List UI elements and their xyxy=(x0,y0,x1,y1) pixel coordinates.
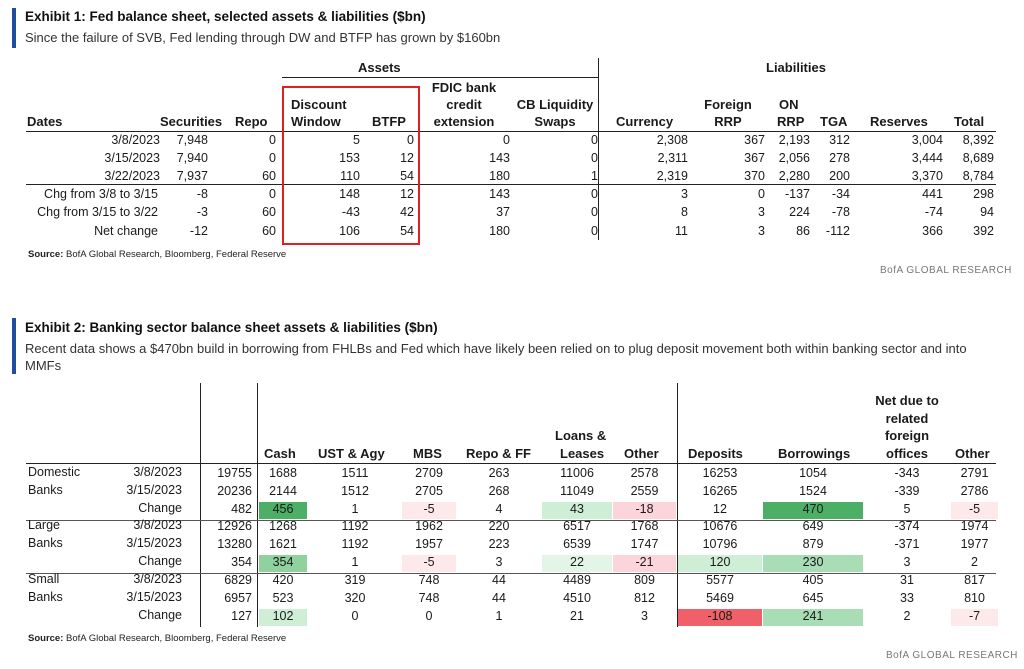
exhibit2-table-cell: 470 xyxy=(802,502,824,516)
exhibit2-table-cell: 482 xyxy=(231,502,252,516)
liabilities-group-header: Liabilities xyxy=(766,60,826,75)
exhibit1-table-cell: 200 xyxy=(829,169,850,183)
exhibit1-title: Exhibit 1: Fed balance sheet, selected assets & liabilities ($bn) xyxy=(25,9,426,24)
assets-group-header: Assets xyxy=(358,60,401,75)
exhibit2-table-cell: 1512 xyxy=(341,484,369,498)
exhibit1-table-cell: 441 xyxy=(922,187,943,201)
exhibit2-table-cell: 4510 xyxy=(563,591,591,605)
exhibit2-accent-bar xyxy=(12,318,16,374)
col-tga: TGA xyxy=(820,114,848,129)
exhibit1-table-cell: 12 xyxy=(400,187,414,201)
exhibit1-table-cell: 278 xyxy=(829,151,850,165)
date-label: 3/8/2023 xyxy=(133,572,182,586)
exhibit2-subtitle: Recent data shows a $470bn build in borrowing from FHLBs and Fed which have likely been relied on to plug deposit movement both within banking sector and into MMFs xyxy=(25,341,967,373)
col-securities: Securities xyxy=(160,114,223,129)
exhibit2-brand-watermark: BofA GLOBAL RESEARCH xyxy=(886,650,1018,661)
exhibit1-brand-watermark: BofA GLOBAL RESEARCH xyxy=(880,265,1012,276)
col2-other-assets: Other xyxy=(624,446,659,461)
exhibit1-table-cell: 60 xyxy=(262,169,276,183)
exhibit1-table-cell: 0 xyxy=(591,224,598,238)
col-total: Total xyxy=(954,114,985,129)
exhibit2-table-cell: 1 xyxy=(351,555,359,569)
exhibit1-table-cell: 37 xyxy=(496,205,510,219)
exhibit2-table-cell: 1511 xyxy=(341,466,369,480)
col-fdic-3: extension xyxy=(433,114,495,129)
exhibit1-accent-bar xyxy=(12,8,16,48)
exhibit1-table-cell: 2,311 xyxy=(657,151,688,165)
bank-group-name: Domestic xyxy=(28,465,81,479)
exhibit1-table-cell: 3 xyxy=(681,187,688,201)
exhibit1-table-cell: 3,370 xyxy=(911,169,943,183)
exhibit1-table-cell: 42 xyxy=(400,205,414,219)
exhibit2-table-cell: 5469 xyxy=(706,591,734,605)
exhibit2-table-cell: 405 xyxy=(802,573,824,587)
exhibit1-table-cell: 3,444 xyxy=(911,151,943,165)
bank-group-name: Banks xyxy=(28,536,63,550)
col2-cash: Cash xyxy=(264,446,296,461)
exhibit1-table-cell: 2,308 xyxy=(656,133,688,147)
exhibit2-table-cell: -5 xyxy=(423,502,435,516)
exhibit1-table-cell: 298 xyxy=(973,187,994,201)
exhibit2-table-cell: 320 xyxy=(344,591,366,605)
exhibit2-table-cell: 810 xyxy=(964,591,985,605)
exhibit2-table-cell: 220 xyxy=(488,519,510,533)
exhibit1-table-cell: 180 xyxy=(489,224,510,238)
exhibit1-table-cell: -112 xyxy=(825,224,850,238)
exhibit1-table-cell: 2,319 xyxy=(656,169,688,183)
exhibit2-table-cell: 0 xyxy=(425,609,433,623)
date-label: 3/15/2023 xyxy=(126,483,182,497)
exhibit2-table-cell: 230 xyxy=(802,555,824,569)
exhibit1-table-cell: 0 xyxy=(591,205,598,219)
exhibit1-table-cell: -74 xyxy=(924,205,943,219)
exhibit1-table-cell: 54 xyxy=(400,224,414,238)
exhibit2-table-cell: 6829 xyxy=(224,573,252,587)
exhibit1-change-rule xyxy=(26,184,996,185)
exhibit2-table-cell: 354 xyxy=(272,555,294,569)
exhibit2-table-cell: 1621 xyxy=(269,537,297,551)
col2-netdue-2: related xyxy=(885,411,929,426)
exhibit2-table-cell: 127 xyxy=(231,609,252,623)
col-cbl-1: CB Liquidity xyxy=(516,97,594,112)
exhibit2-table-cell: 2786 xyxy=(960,484,989,498)
exhibit2-table-cell: 6957 xyxy=(224,591,252,605)
exhibit2-table-cell: -18 xyxy=(635,502,654,516)
exhibit1-table-cell: 180 xyxy=(489,169,510,183)
exhibit1-table-cell: 106 xyxy=(339,224,360,238)
exhibit1-table-cell: -78 xyxy=(831,205,850,219)
exhibit1-table-cell: 7,948 xyxy=(176,133,208,147)
exhibit2-table-cell: 13280 xyxy=(217,537,252,551)
exhibit1-table-cell: 7,940 xyxy=(176,151,208,165)
exhibit1-table-cell: 3,004 xyxy=(911,133,943,147)
change-row-label: Change xyxy=(138,608,182,622)
exhibit2-table-cell: 6517 xyxy=(563,519,591,533)
exhibit1-table-cell: 392 xyxy=(973,224,994,238)
col-frrp-2: RRP xyxy=(714,114,742,129)
col-dw-2: Window xyxy=(291,114,341,129)
exhibit2-table-cell: 1747 xyxy=(630,537,659,551)
exhibit2-table-cell: 748 xyxy=(418,591,440,605)
exhibit1-subtitle: Since the failure of SVB, Fed lending through DW and BTFP has grown by $160bn xyxy=(25,30,501,45)
exhibit1-row-label: 3/22/2023 xyxy=(104,169,160,183)
exhibit2-table-cell: 4 xyxy=(495,502,503,516)
exhibit1-table-cell: 0 xyxy=(758,187,765,201)
exhibit2-table-cell: 12926 xyxy=(217,519,252,533)
exhibit1-table-cell: 8,392 xyxy=(962,133,994,147)
exhibit2-table-cell: 354 xyxy=(231,555,252,569)
exhibit2-table-cell: 11049 xyxy=(560,484,594,498)
col-onrrp-1: ON xyxy=(779,97,799,112)
col2-netdue-1: Net due to xyxy=(875,393,939,408)
exhibit2-table-cell: 1 xyxy=(351,502,359,516)
dw-btfp-highlight-box xyxy=(282,86,420,245)
col2-loans-2: Leases xyxy=(560,446,605,461)
exhibit1-table-cell: 143 xyxy=(489,151,510,165)
exhibit1-table-cell: 7,937 xyxy=(176,169,208,183)
col-currency: Currency xyxy=(616,114,674,129)
exhibit2-table-cell: 1768 xyxy=(630,519,659,533)
exhibit1-table-cell: 8,689 xyxy=(962,151,994,165)
exhibit2-table-cell: 1962 xyxy=(415,519,443,533)
change-row-label: Change xyxy=(138,554,182,568)
exhibit2-table-cell: 2144 xyxy=(269,484,297,498)
exhibit2-table-cell: 3 xyxy=(495,555,503,569)
bank-group-name: Large xyxy=(28,518,60,532)
exhibit2-table-cell: 809 xyxy=(634,573,655,587)
exhibit2-table-cell: 1524 xyxy=(799,484,827,498)
exhibit2-table-cell: 22 xyxy=(570,555,584,569)
exhibit1-table-cell: -43 xyxy=(341,205,360,219)
exhibit2-table-cell: 812 xyxy=(634,591,655,605)
exhibit1-table-cell: 3 xyxy=(758,205,765,219)
exhibit2-table-cell: 0 xyxy=(351,609,359,623)
exhibit1-source: Source: BofA Global Research, Bloomberg, Federal Reserve xyxy=(28,249,287,260)
exhibit1-table-cell: 2,056 xyxy=(778,151,810,165)
exhibit2-table-cell: -5 xyxy=(968,502,981,516)
exhibit2-table-cell: 16253 xyxy=(702,466,738,480)
exhibit2-table-cell: 748 xyxy=(418,573,440,587)
exhibit2-table-cell: 33 xyxy=(900,591,914,605)
exhibit2-table-cell: 43 xyxy=(570,502,584,516)
exhibit2-table-cell: -371 xyxy=(894,537,920,551)
exhibit2-table-cell: 31 xyxy=(900,573,914,587)
exhibit2-table-cell: 456 xyxy=(272,502,294,516)
exhibit2-table-cell: 2791 xyxy=(960,466,989,480)
exhibit1-table-cell: 0 xyxy=(591,187,598,201)
col-dates: Dates xyxy=(27,114,63,129)
exhibit1-table-cell: 8,784 xyxy=(962,169,994,183)
exhibit1-table-cell: 12 xyxy=(400,151,414,165)
exhibit2-table-cell: 5 xyxy=(903,502,911,516)
exhibit2-table-cell: 6539 xyxy=(563,537,591,551)
exhibit2-table-cell: 20236 xyxy=(217,484,252,498)
bank-group-name: Small xyxy=(28,572,60,586)
exhibit1-table-cell: 5 xyxy=(353,133,360,147)
exhibit2-title: Exhibit 2: Banking sector balance sheet assets & liabilities ($bn) xyxy=(25,320,438,335)
exhibit1-table-cell: 2,193 xyxy=(778,133,810,147)
exhibit1-table-cell: 3 xyxy=(758,224,765,238)
assets-group-underline xyxy=(282,77,598,78)
date-label: 3/15/2023 xyxy=(126,536,182,550)
exhibit2-table-cell: 2705 xyxy=(415,484,443,498)
col-repo: Repo xyxy=(235,114,268,129)
exhibit1-table-cell: 366 xyxy=(922,224,943,238)
col-onrrp-2: RRP xyxy=(777,114,805,129)
exhibit2-table-cell: 319 xyxy=(344,573,366,587)
col2-other-liab: Other xyxy=(955,446,990,461)
exhibit2-table-cell: 3 xyxy=(903,555,911,569)
exhibit1-table-cell: 86 xyxy=(796,224,810,238)
exhibit1-table-cell: 367 xyxy=(744,133,765,147)
exhibit1-table-cell: -3 xyxy=(196,205,208,219)
exhibit2-table-cell: 1688 xyxy=(269,466,297,480)
exhibit1-header-rule xyxy=(26,131,996,132)
assets-liabilities-divider xyxy=(598,58,599,240)
exhibit1-row-label: 3/8/2023 xyxy=(111,133,160,147)
exhibit1-table-cell: 1 xyxy=(591,169,598,183)
exhibit1-row-label: Chg from 3/8 to 3/15 xyxy=(44,187,158,201)
exhibit1-table-cell: -34 xyxy=(831,187,850,201)
exhibit2-table-cell: 1054 xyxy=(799,466,827,480)
col2-borrowings: Borrowings xyxy=(778,446,851,461)
exhibit1-table-cell: 11 xyxy=(675,224,688,238)
col-frrp-1: Foreign xyxy=(704,97,752,112)
col-fdic-2: credit xyxy=(446,97,482,112)
exhibit1-table-cell: 153 xyxy=(339,151,360,165)
exhibit2-table-cell: 1957 xyxy=(415,537,443,551)
exhibit2-table-cell: 1192 xyxy=(341,519,369,533)
exhibit2-table-cell: -7 xyxy=(968,609,981,623)
col2-netdue-4: offices xyxy=(886,446,928,461)
exhibit2-table-cell: 5577 xyxy=(706,573,734,587)
exhibit2-table-cell: 11006 xyxy=(560,466,594,480)
exhibit2-table-cell: 102 xyxy=(272,609,294,623)
exhibit2-table-cell: 10676 xyxy=(702,519,738,533)
exhibit1-table-cell: 370 xyxy=(744,169,765,183)
exhibit1-table-cell: 60 xyxy=(262,224,276,238)
date-label: 3/8/2023 xyxy=(133,465,182,479)
exhibit2-table-cell: -21 xyxy=(635,555,654,569)
exhibit2-table-cell: 120 xyxy=(709,555,731,569)
col-fdic-1: FDIC bank xyxy=(431,80,497,95)
exhibit1-table-cell: 0 xyxy=(503,133,510,147)
exhibit2-table-cell: 817 xyxy=(964,573,985,587)
exhibit2-table-cell: 2 xyxy=(903,609,911,623)
exhibit1-table-cell: 54 xyxy=(400,169,414,183)
col2-netdue-3: foreign xyxy=(884,428,930,443)
exhibit1-table-cell: 0 xyxy=(407,133,414,147)
exhibit2-table-cell: 2 xyxy=(971,555,978,569)
col-cbl-2: Swaps xyxy=(534,114,576,129)
exhibit2-table-cell: 12 xyxy=(713,502,727,516)
exhibit2-table-cell: 44 xyxy=(492,591,506,605)
exhibit1-table-cell: 224 xyxy=(789,205,810,219)
exhibit2-divider-2 xyxy=(257,383,258,627)
exhibit1-table-cell: 60 xyxy=(262,205,276,219)
exhibit1-table-cell: 0 xyxy=(591,133,598,147)
exhibit2-table-cell: -108 xyxy=(707,609,733,623)
exhibit2-table-cell: -374 xyxy=(894,519,920,533)
exhibit1-row-label: Chg from 3/15 to 3/22 xyxy=(37,205,158,219)
exhibit2-table-cell: 649 xyxy=(802,519,824,533)
exhibit1-table-cell: 110 xyxy=(340,169,360,183)
exhibit2-table-cell: 1268 xyxy=(269,519,297,533)
exhibit2-table-cell: 19755 xyxy=(217,466,252,480)
col2-deposits: Deposits xyxy=(688,446,743,461)
exhibit2-table-cell: 241 xyxy=(802,609,824,623)
exhibit2-table-cell: 420 xyxy=(272,573,294,587)
exhibit1-table-cell: -12 xyxy=(189,224,208,238)
col2-mbs: MBS xyxy=(413,446,442,461)
col-dw-1: Discount xyxy=(291,97,347,112)
exhibit2-table-cell: 263 xyxy=(488,466,510,480)
exhibit2-table-cell: 44 xyxy=(492,573,506,587)
exhibit2-table-cell: 10796 xyxy=(702,537,738,551)
exhibit2-table-cell: -339 xyxy=(894,484,920,498)
bank-group-name: Banks xyxy=(28,483,63,497)
exhibit2-header-rule xyxy=(26,463,996,464)
col-btfp: BTFP xyxy=(372,114,406,129)
exhibit1-table-cell: -137 xyxy=(784,187,810,201)
exhibit1-table-cell: 148 xyxy=(339,187,360,201)
exhibit2-table-cell: 3 xyxy=(641,609,648,623)
exhibit2-table-cell: 1974 xyxy=(960,519,989,533)
exhibit2-table-cell: 16265 xyxy=(702,484,738,498)
exhibit2-table-cell: 879 xyxy=(802,537,824,551)
exhibit2-table-cell: -343 xyxy=(894,466,920,480)
exhibit1-table-cell: -8 xyxy=(196,187,208,201)
col2-ust: UST & Agy xyxy=(318,446,385,461)
exhibit1-table-cell: 143 xyxy=(489,187,510,201)
exhibit1-table-cell: 94 xyxy=(980,205,994,219)
date-label: 3/8/2023 xyxy=(133,518,182,532)
col2-repo: Repo & FF xyxy=(466,446,531,461)
exhibit2-table-cell: 2559 xyxy=(630,484,659,498)
change-row-label: Change xyxy=(138,501,182,515)
exhibit2-table-cell: -5 xyxy=(423,555,435,569)
bank-group-name: Banks xyxy=(28,590,63,604)
exhibit2-table-cell: 523 xyxy=(272,591,294,605)
exhibit2-table-cell: 223 xyxy=(488,537,510,551)
exhibit1-table-cell: 0 xyxy=(269,187,276,201)
exhibit1-row-label: Net change xyxy=(94,224,158,238)
exhibit1-table-cell: 0 xyxy=(269,151,276,165)
exhibit1-table-cell: 0 xyxy=(269,133,276,147)
exhibit2-table-cell: 2709 xyxy=(415,466,443,480)
exhibit2-table-cell: 645 xyxy=(802,591,824,605)
exhibit1-row-label: 3/15/2023 xyxy=(104,151,160,165)
exhibit2-table-cell: 1977 xyxy=(960,537,989,551)
exhibit1-table-cell: 8 xyxy=(681,205,688,219)
exhibit2-source: Source: BofA Global Research, Bloomberg, Federal Reserve xyxy=(28,633,287,644)
col2-loans-1: Loans & xyxy=(555,428,607,443)
exhibit2-table-cell: 1 xyxy=(495,609,503,623)
exhibit1-table-cell: 312 xyxy=(829,133,850,147)
exhibit2-table-cell: 2578 xyxy=(630,466,659,480)
exhibit1-table-cell: 2,280 xyxy=(778,169,810,183)
exhibit1-table-cell: 367 xyxy=(744,151,765,165)
exhibit2-table-cell: 1192 xyxy=(341,537,369,551)
exhibit2-table-cell: 4489 xyxy=(563,573,591,587)
col-reserves: Reserves xyxy=(870,114,928,129)
date-label: 3/15/2023 xyxy=(126,590,182,604)
exhibit2-table-cell: 268 xyxy=(488,484,510,498)
exhibit1-table-cell: 0 xyxy=(591,151,598,165)
exhibit2-table-cell: 21 xyxy=(570,609,584,623)
